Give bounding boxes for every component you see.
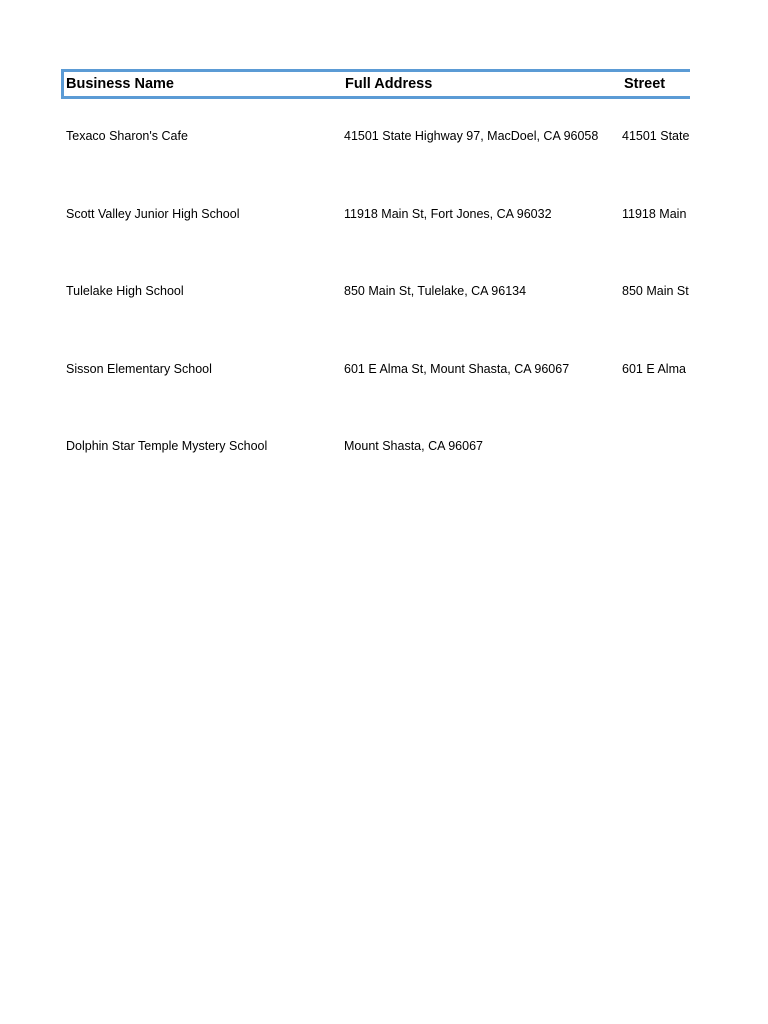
- spreadsheet-table: [61, 69, 690, 487]
- table-header-row: [61, 69, 690, 99]
- cell-business-name[interactable]: Texaco Sharon's Cafe: [66, 129, 188, 143]
- header-full-address[interactable]: Full Address: [345, 76, 433, 92]
- cell-street[interactable]: 41501 State: [622, 129, 690, 143]
- table-row: [61, 177, 690, 255]
- cell-business-name[interactable]: Dolphin Star Temple Mystery School: [66, 439, 268, 453]
- cell-full-address[interactable]: 41501 State Highway 97, MacDoel, CA 96058: [344, 129, 599, 143]
- table-row: [61, 254, 690, 332]
- cell-full-address[interactable]: 850 Main St, Tulelake, CA 96134: [344, 284, 527, 298]
- cell-business-name[interactable]: Sisson Elementary School: [66, 361, 212, 376]
- header-business-name[interactable]: Business Name: [66, 76, 174, 92]
- cell-street[interactable]: 850 Main St: [622, 284, 689, 298]
- cell-full-address[interactable]: Mount Shasta, CA 96067: [344, 439, 483, 453]
- table-body: [61, 99, 690, 487]
- cell-business-name[interactable]: Tulelake High School: [66, 284, 184, 298]
- cell-full-address[interactable]: 601 E Alma St, Mount Shasta, CA 96067: [344, 361, 570, 376]
- cell-business-name[interactable]: Scott Valley Junior High School: [66, 206, 240, 221]
- cell-street[interactable]: 11918 Main: [622, 206, 687, 221]
- cell-street[interactable]: [622, 437, 690, 455]
- cell-street[interactable]: 601 E Alma: [622, 361, 686, 376]
- table-row: [61, 332, 690, 410]
- table-row: [61, 409, 690, 487]
- cell-full-address[interactable]: 11918 Main St, Fort Jones, CA 96032: [344, 206, 552, 221]
- table-row: [61, 99, 690, 177]
- header-street[interactable]: Street: [624, 76, 666, 92]
